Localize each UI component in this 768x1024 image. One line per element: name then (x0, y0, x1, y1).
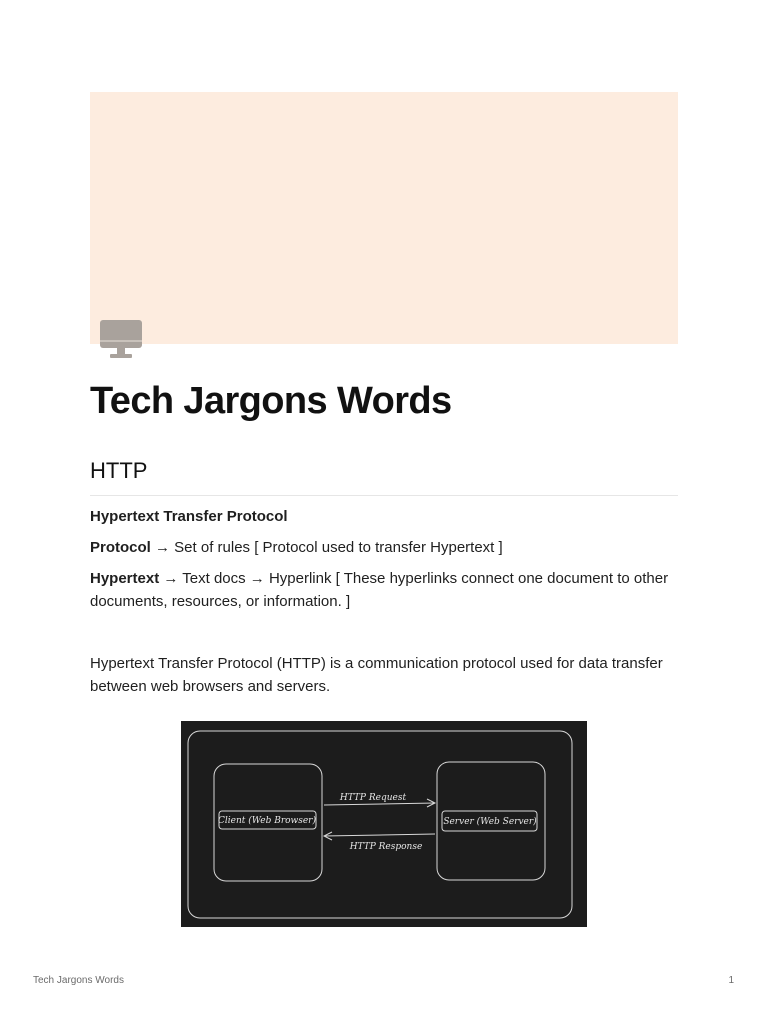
response-arrow (324, 834, 435, 836)
hypertext-term: Hypertext (90, 570, 160, 587)
section-heading: HTTP (90, 458, 148, 483)
http-diagram (181, 721, 587, 927)
section-divider (90, 495, 678, 496)
client-label: Client (Web Browser) (217, 816, 317, 826)
cover-banner (90, 92, 678, 344)
page-title: Tech Jargons Words (90, 380, 452, 422)
http-description: Hypertext Transfer Protocol (HTTP) is a communication protocol used for data transfer between web browsers and servers. (90, 655, 663, 695)
protocol-term: Protocol (90, 539, 151, 556)
desktop-computer-icon (98, 318, 144, 362)
response-label: HTTP Response (349, 842, 423, 852)
hypertext-definition (90, 567, 680, 613)
request-label: HTTP Request (339, 793, 407, 803)
protocol-def-text: → Set of rules [ Protocol used to transfer Hypertext ] (150, 539, 503, 556)
footer-doc-title: Tech Jargons Words (33, 975, 124, 986)
hypertext-def-text: → Text docs → Hyperlink [ These hyperlinks connect one document to other documents, resources, or information. ] (90, 570, 669, 610)
footer-page-number: 1 (728, 975, 734, 986)
request-arrow (324, 803, 435, 805)
section-subtitle: Hypertext Transfer Protocol (90, 508, 288, 525)
protocol-definition (90, 536, 690, 559)
server-label: Server (Web Server) (443, 817, 537, 827)
